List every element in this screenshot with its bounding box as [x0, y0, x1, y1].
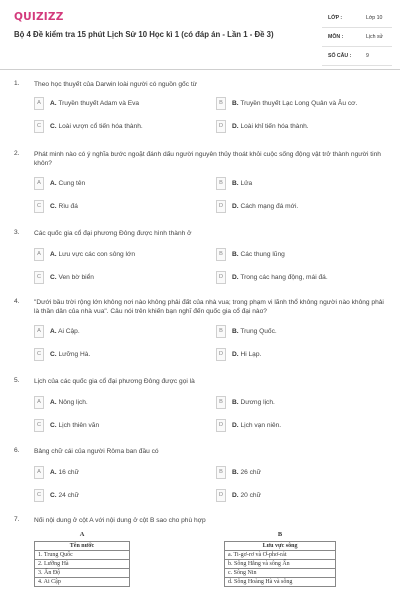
- meta-count: [322, 50, 392, 66]
- option-key: D.: [232, 351, 239, 358]
- option-text: Lửa: [240, 180, 253, 187]
- meta-label: MÔN :: [328, 34, 344, 40]
- option-letter: C: [34, 271, 44, 284]
- option-key: D.: [232, 203, 239, 210]
- option-key: C.: [50, 422, 57, 429]
- question-number: 1.: [14, 80, 20, 87]
- option-letter: A: [34, 177, 44, 190]
- question-text: Lịch của các quốc gia cổ đại phương Đông được gọi là: [34, 378, 195, 385]
- option-key: A.: [50, 469, 57, 476]
- column-b-item: c. Sông Nin: [225, 569, 336, 578]
- option-key: B.: [232, 469, 239, 476]
- option-key: C.: [50, 274, 57, 281]
- quizizz-logo: QUIZIZZ: [14, 11, 64, 23]
- question-number: 2.: [14, 150, 20, 157]
- column-a-item: 1. Trung Quốc: [35, 551, 130, 560]
- option-letter: D: [216, 348, 226, 361]
- option-letter: A: [34, 248, 44, 261]
- column-a-item: 4. Ai Cập: [35, 578, 130, 587]
- option-key: C.: [50, 123, 57, 130]
- meta-class: [322, 12, 392, 28]
- column-a-table: [34, 541, 130, 587]
- header: [0, 0, 400, 70]
- option-key: A.: [50, 328, 57, 335]
- option-key: C.: [50, 351, 57, 358]
- option-letter: A: [34, 466, 44, 479]
- option-key: D.: [232, 492, 239, 499]
- question-text: Các quốc gia cổ đại phương Đông được hình thành ở: [34, 230, 192, 237]
- meta-label: SỐ CÂU :: [328, 53, 352, 59]
- option-text: Truyền thuyết Lạc Long Quân và Âu cơ.: [240, 100, 358, 107]
- question-text: Nối nội dung ở cột A với nội dung ở cột B sao cho phù hợp: [34, 517, 206, 524]
- option-letter: B: [216, 248, 226, 261]
- option-text: 24 chữ: [58, 492, 79, 499]
- option-key: B.: [232, 399, 239, 406]
- question-number: 3.: [14, 229, 20, 236]
- option-key: D.: [232, 274, 239, 281]
- column-b-header: Lưu vực sông: [225, 542, 336, 551]
- option-letter: D: [216, 271, 226, 284]
- option-text: 16 chữ: [58, 469, 79, 476]
- meta-label: LỚP :: [328, 15, 343, 21]
- option-letter: B: [216, 466, 226, 479]
- meta-subject: [322, 31, 392, 47]
- option-text: Trung Quốc.: [240, 328, 277, 335]
- column-a-header: Tên nước: [35, 542, 130, 551]
- column-b-item: b. Sông Hằng và sông Ấn: [225, 560, 336, 569]
- option-key: A.: [50, 399, 57, 406]
- option-letter: B: [216, 325, 226, 338]
- option-text: Các thung lũng: [240, 251, 285, 258]
- option-text: Dương lịch.: [240, 399, 275, 406]
- document-title: Bộ 4 Đề kiểm tra 15 phút Lịch Sử 10 Học kì 1 (có đáp án - Lần 1 - Đề 3): [14, 30, 274, 39]
- option-text: Nông lịch.: [58, 399, 88, 406]
- column-b-table: [224, 541, 336, 587]
- option-key: A.: [50, 251, 57, 258]
- option-letter: D: [216, 120, 226, 133]
- column-b-item: d. Sông Hoàng Hà và sông: [225, 578, 336, 587]
- option-letter: C: [34, 489, 44, 502]
- question-number: 7.: [14, 516, 20, 523]
- option-text: Cung tên: [58, 180, 86, 187]
- question-number: 4.: [14, 298, 20, 305]
- question-text: Phát minh nào có ý nghĩa bước ngoặt đánh dấu người nguyên thủy thoát khỏi cuộc sống động vật trở thành người tinh khôn?: [34, 151, 381, 167]
- option-text: Truyền thuyết Adam và Eva: [58, 100, 140, 107]
- column-a-item: 2. Lưỡng Hà: [35, 560, 130, 569]
- option-letter: A: [34, 97, 44, 110]
- column-a-item: 3. Ấn Độ: [35, 569, 130, 578]
- option-letter: B: [216, 177, 226, 190]
- question-text: Theo học thuyết của Darwin loài người có nguồn gốc từ: [34, 81, 198, 88]
- option-letter: B: [216, 97, 226, 110]
- question-text: "Dưới bầu trời rộng lớn không nơi nào không phải đất của nhà vua; trong phạm vi lãnh thổ không người nào không phải là thần dân của nhà vua". Câu nói trên khiến bạn nghĩ đến quốc gia cổ đại nào?: [34, 299, 384, 315]
- option-text: Lưu vực các con sông lớn: [58, 251, 135, 258]
- option-letter: C: [34, 120, 44, 133]
- option-letter: C: [34, 200, 44, 213]
- option-text: Ai Cập.: [58, 328, 80, 335]
- meta-value: Lớp 10: [366, 15, 383, 21]
- meta-value: 9: [366, 53, 369, 59]
- option-text: Ven bờ biển: [58, 274, 94, 281]
- option-text: Loài khỉ tiến hóa thành.: [240, 123, 309, 130]
- option-letter: D: [216, 489, 226, 502]
- option-text: Loài vượn cổ tiến hóa thành.: [58, 123, 143, 130]
- column-a-label: A: [79, 531, 85, 538]
- option-text: Lưỡng Hà.: [58, 351, 91, 358]
- question-number: 5.: [14, 377, 20, 384]
- option-key: A.: [50, 100, 57, 107]
- option-letter: A: [34, 396, 44, 409]
- option-letter: D: [216, 200, 226, 213]
- option-key: B.: [232, 328, 239, 335]
- option-letter: C: [34, 348, 44, 361]
- option-letter: D: [216, 419, 226, 432]
- question-number: 6.: [14, 447, 20, 454]
- option-letter: A: [34, 325, 44, 338]
- option-text: Rìu đá: [58, 203, 78, 210]
- option-key: B.: [232, 100, 239, 107]
- column-b-label: B: [277, 531, 283, 538]
- option-key: C.: [50, 203, 57, 210]
- option-text: Lịch vạn niên.: [240, 422, 282, 429]
- option-key: B.: [232, 180, 239, 187]
- option-key: D.: [232, 422, 239, 429]
- option-text: Hi Lạp.: [240, 351, 262, 358]
- column-b-item: a. Ti-gơ-rơ và Ơ-phơ-rát: [225, 551, 336, 560]
- option-text: Cách mạng đá mới.: [240, 203, 299, 210]
- option-text: 26 chữ: [240, 469, 261, 476]
- option-letter: B: [216, 396, 226, 409]
- question-text: Bảng chữ cái của người Rôma ban đầu có: [34, 448, 159, 455]
- option-key: D.: [232, 123, 239, 130]
- option-key: C.: [50, 492, 57, 499]
- option-text: Lịch thiên văn: [58, 422, 100, 429]
- option-key: B.: [232, 251, 239, 258]
- option-text: Trong các hang động, mái đá.: [240, 274, 328, 281]
- meta-box: [322, 12, 392, 69]
- meta-value: Lịch sử: [366, 34, 384, 40]
- option-letter: C: [34, 419, 44, 432]
- option-key: A.: [50, 180, 57, 187]
- option-text: 20 chữ: [240, 492, 261, 499]
